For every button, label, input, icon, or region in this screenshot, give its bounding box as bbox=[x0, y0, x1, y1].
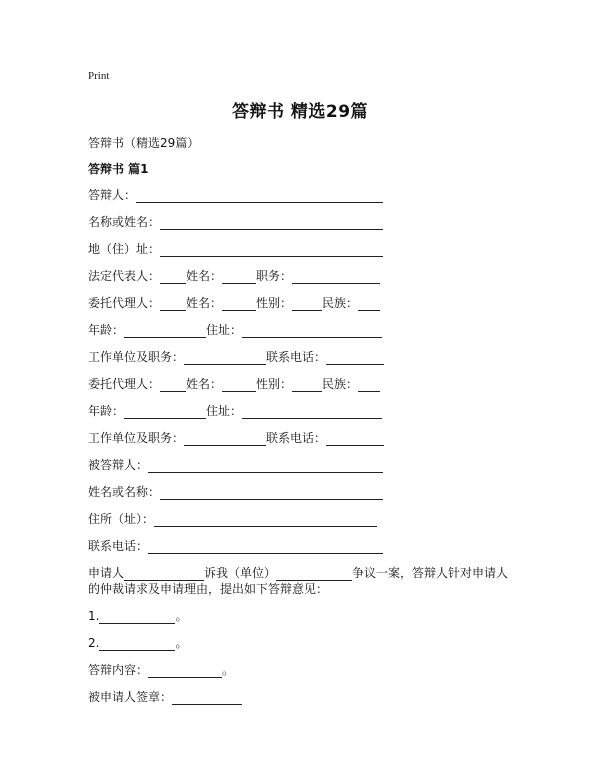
work-unit-label: 工作单位及职务： bbox=[88, 350, 185, 364]
paragraph-part2: 诉我（单位） bbox=[204, 566, 277, 580]
residence-blank[interactable] bbox=[242, 324, 382, 338]
phone-label: 联系电话： bbox=[266, 350, 327, 364]
respondent-blank[interactable] bbox=[136, 189, 383, 203]
phone-blank[interactable] bbox=[326, 351, 384, 365]
agent-name-label: 姓名： bbox=[186, 296, 223, 310]
statement-paragraph bbox=[88, 565, 518, 597]
agent-gender-label: 性别： bbox=[256, 296, 293, 310]
item-2-number: 2. bbox=[88, 636, 100, 650]
item-1-period: 。 bbox=[175, 609, 188, 623]
age-row-1 bbox=[88, 322, 518, 338]
phone-label-2: 联系电话： bbox=[266, 431, 327, 445]
name-or-title-label-2: 姓名或名称： bbox=[88, 485, 161, 499]
domicile-label: 住所（址）： bbox=[88, 512, 155, 526]
defendant-blank[interactable] bbox=[148, 459, 383, 473]
legal-rep-position-blank[interactable] bbox=[292, 270, 380, 284]
signature-blank[interactable] bbox=[172, 691, 242, 705]
work-unit-blank-2[interactable] bbox=[184, 432, 266, 446]
opinion-item-2 bbox=[88, 635, 518, 651]
address-row bbox=[88, 241, 518, 257]
domicile-row bbox=[88, 511, 518, 527]
phone-label-3: 联系电话： bbox=[88, 539, 149, 553]
agent-blank-2[interactable] bbox=[160, 378, 186, 392]
agent-label: 委托代理人： bbox=[88, 296, 161, 310]
item-2-period: 。 bbox=[175, 636, 188, 650]
item-1-blank[interactable] bbox=[99, 610, 175, 624]
legal-rep-name-label: 姓名： bbox=[186, 269, 223, 283]
work-unit-blank[interactable] bbox=[184, 351, 266, 365]
residence-label: 住址： bbox=[206, 323, 243, 337]
age-blank-2[interactable] bbox=[124, 405, 206, 419]
age-row-2 bbox=[88, 403, 518, 419]
print-link[interactable]: Print bbox=[88, 70, 110, 82]
name-or-title-label: 名称或姓名： bbox=[88, 215, 161, 229]
legal-rep-blank[interactable] bbox=[160, 270, 186, 284]
agent-ethnicity-label-2: 民族： bbox=[322, 377, 359, 391]
document-subtitle: 答辩书（精选29篇） bbox=[88, 136, 200, 150]
legal-rep-position-label: 职务： bbox=[256, 269, 293, 283]
paragraph-part3: 争议一案，答辩人针对申请人的仲裁请求及申请理由，提出如下答辩意见： bbox=[88, 566, 509, 596]
applicant-blank[interactable] bbox=[124, 567, 204, 581]
name-or-title-row-2 bbox=[88, 484, 518, 500]
signature-label: 被申请人签章： bbox=[88, 690, 173, 704]
residence-label-2: 住址： bbox=[206, 404, 243, 418]
agent-ethnicity-label: 民族： bbox=[322, 296, 359, 310]
agent-ethnicity-blank-2[interactable] bbox=[358, 378, 380, 392]
name-or-title-row bbox=[88, 214, 518, 230]
agent-name-blank[interactable] bbox=[222, 297, 256, 311]
age-label-2: 年龄： bbox=[88, 404, 125, 418]
paragraph-part1: 申请人 bbox=[88, 566, 125, 580]
content-blank[interactable] bbox=[148, 664, 222, 678]
respondent-row bbox=[88, 187, 518, 203]
work-unit-row-1 bbox=[88, 349, 518, 365]
phone-blank-2[interactable] bbox=[326, 432, 384, 446]
legal-rep-name-blank[interactable] bbox=[222, 270, 256, 284]
agent-name-label-2: 姓名： bbox=[186, 377, 223, 391]
agent-label-2: 委托代理人： bbox=[88, 377, 161, 391]
dispute-blank[interactable] bbox=[276, 567, 352, 581]
name-or-title-blank[interactable] bbox=[160, 216, 383, 230]
respondent-label: 答辩人： bbox=[88, 188, 137, 202]
address-label: 地（住）址： bbox=[88, 242, 161, 256]
legal-rep-row bbox=[88, 268, 518, 284]
opinion-item-1 bbox=[88, 608, 518, 624]
item-2-blank[interactable] bbox=[99, 637, 175, 651]
legal-rep-label: 法定代表人： bbox=[88, 269, 161, 283]
work-unit-row-2 bbox=[88, 430, 518, 446]
content-row bbox=[88, 662, 518, 678]
item-1-number: 1. bbox=[88, 609, 100, 623]
residence-blank-2[interactable] bbox=[242, 405, 382, 419]
agent-row-1 bbox=[88, 295, 518, 311]
content-period: 。 bbox=[222, 663, 235, 677]
agent-blank[interactable] bbox=[160, 297, 186, 311]
phone-blank-3[interactable] bbox=[148, 540, 383, 554]
work-unit-label-2: 工作单位及职务： bbox=[88, 431, 185, 445]
section-heading: 答辩书 篇1 bbox=[88, 162, 149, 176]
age-label: 年龄： bbox=[88, 323, 125, 337]
content-label: 答辩内容： bbox=[88, 663, 149, 677]
document-title: 答辩书 精选29篇 bbox=[231, 102, 369, 122]
signature-row bbox=[88, 689, 518, 705]
defendant-label: 被答辩人： bbox=[88, 458, 149, 472]
agent-name-blank-2[interactable] bbox=[222, 378, 256, 392]
phone-row-3 bbox=[88, 538, 518, 554]
domicile-blank[interactable] bbox=[154, 513, 377, 527]
age-blank[interactable] bbox=[124, 324, 206, 338]
agent-gender-label-2: 性别： bbox=[256, 377, 293, 391]
agent-row-2 bbox=[88, 376, 518, 392]
agent-ethnicity-blank[interactable] bbox=[358, 297, 380, 311]
name-or-title-blank-2[interactable] bbox=[160, 486, 383, 500]
agent-gender-blank-2[interactable] bbox=[292, 378, 322, 392]
defendant-row bbox=[88, 457, 518, 473]
agent-gender-blank[interactable] bbox=[292, 297, 322, 311]
address-blank[interactable] bbox=[160, 243, 383, 257]
